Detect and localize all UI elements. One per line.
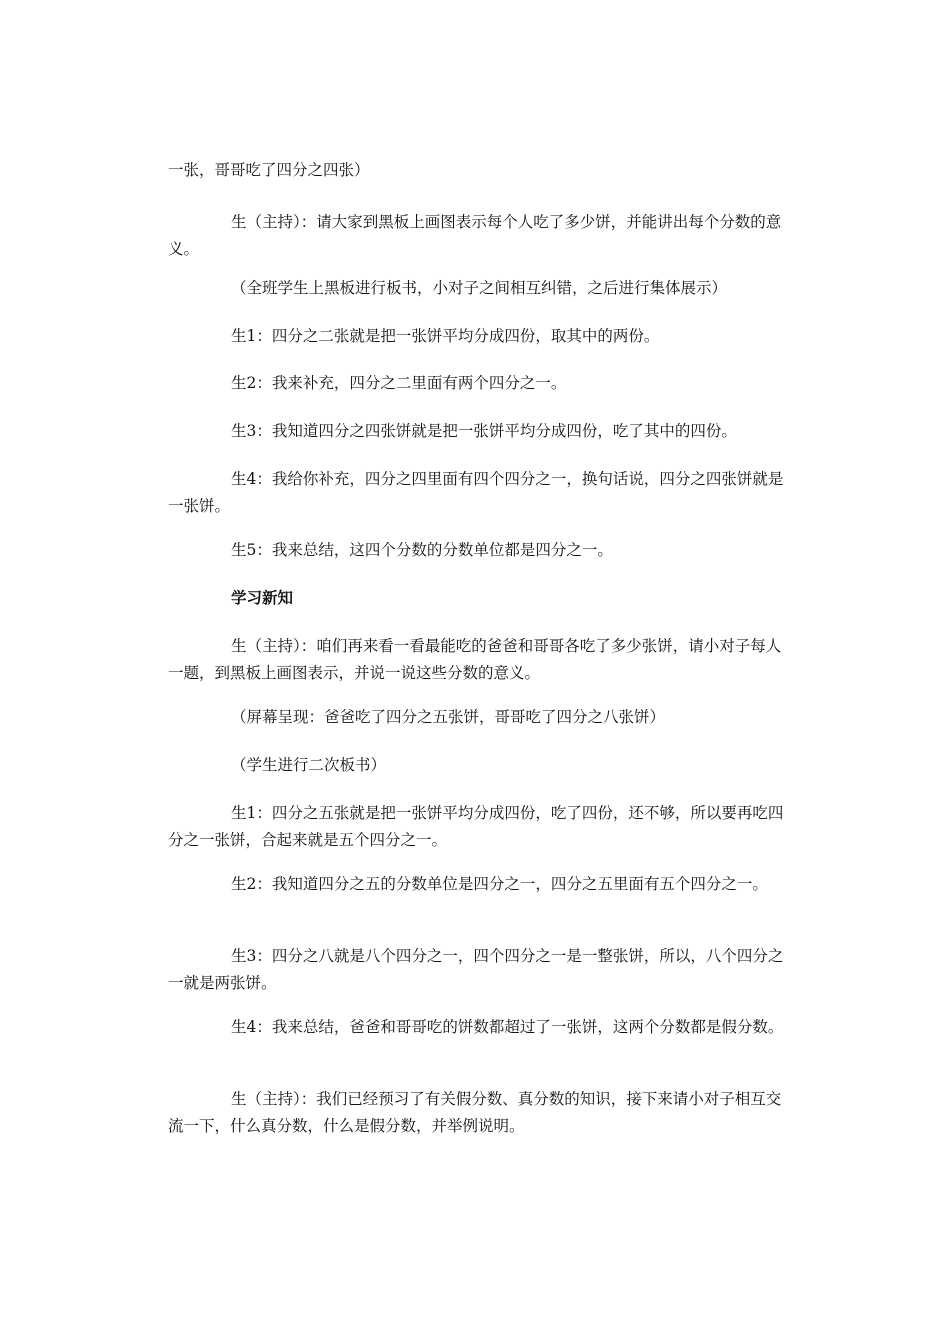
- paragraph: 生3：四分之八就是八个四分之一，四个四分之一是一整张饼，所以，八个四分之一就是两张饼。: [168, 947, 784, 992]
- paragraph: 生2：我来补充，四分之二里面有两个四分之一。: [231, 374, 567, 392]
- paragraph: 生4：我来总结，爸爸和哥哥吃的饼数都超过了一张饼，这两个分数都是假分数。: [231, 1018, 784, 1036]
- paragraph: 生（主持）：我们已经预习了有关假分数、真分数的知识，接下来请小对子相互交流一下，什么真分数，什么是假分数，并举例说明。: [168, 1090, 782, 1135]
- paragraph: 一张，哥哥吃了四分之四张）: [168, 161, 370, 179]
- paragraph: 生4：我给你补充，四分之四里面有四个四分之一，换句话说，四分之四张饼就是一张饼。: [168, 470, 784, 515]
- paragraph: 生（主持）：请大家到黑板上画图表示每个人吃了多少饼，并能讲出每个分数的意义。: [168, 213, 782, 258]
- paragraph: 生1：四分之五张就是把一张饼平均分成四份，吃了四份，还不够，所以要再吃四分之一张饼，合起来就是五个四分之一。: [168, 804, 784, 849]
- paragraph: （学生进行二次板书）: [231, 756, 387, 774]
- paragraph: 生2：我知道四分之五的分数单位是四分之一，四分之五里面有五个四分之一。: [231, 875, 768, 893]
- section-heading: 学习新知: [231, 589, 294, 607]
- paragraph: 生5：我来总结，这四个分数的分数单位都是四分之一。: [231, 541, 613, 559]
- paragraph: （全班学生上黑板进行板书，小对子之间相互纠错，之后进行集体展示）: [231, 279, 728, 297]
- paragraph: （屏幕呈现：爸爸吃了四分之五张饼，哥哥吃了四分之八张饼）: [231, 708, 666, 726]
- paragraph: 生1：四分之二张就是把一张饼平均分成四份，取其中的两份。: [231, 327, 660, 345]
- paragraph: 生（主持）：咱们再来看一看最能吃的爸爸和哥哥各吃了多少张饼，请小对子每人一题，到黑板上画图表示，并说一说这些分数的意义。: [168, 637, 782, 682]
- paragraph: 生3：我知道四分之四张饼就是把一张饼平均分成四份，吃了其中的四份。: [231, 422, 737, 440]
